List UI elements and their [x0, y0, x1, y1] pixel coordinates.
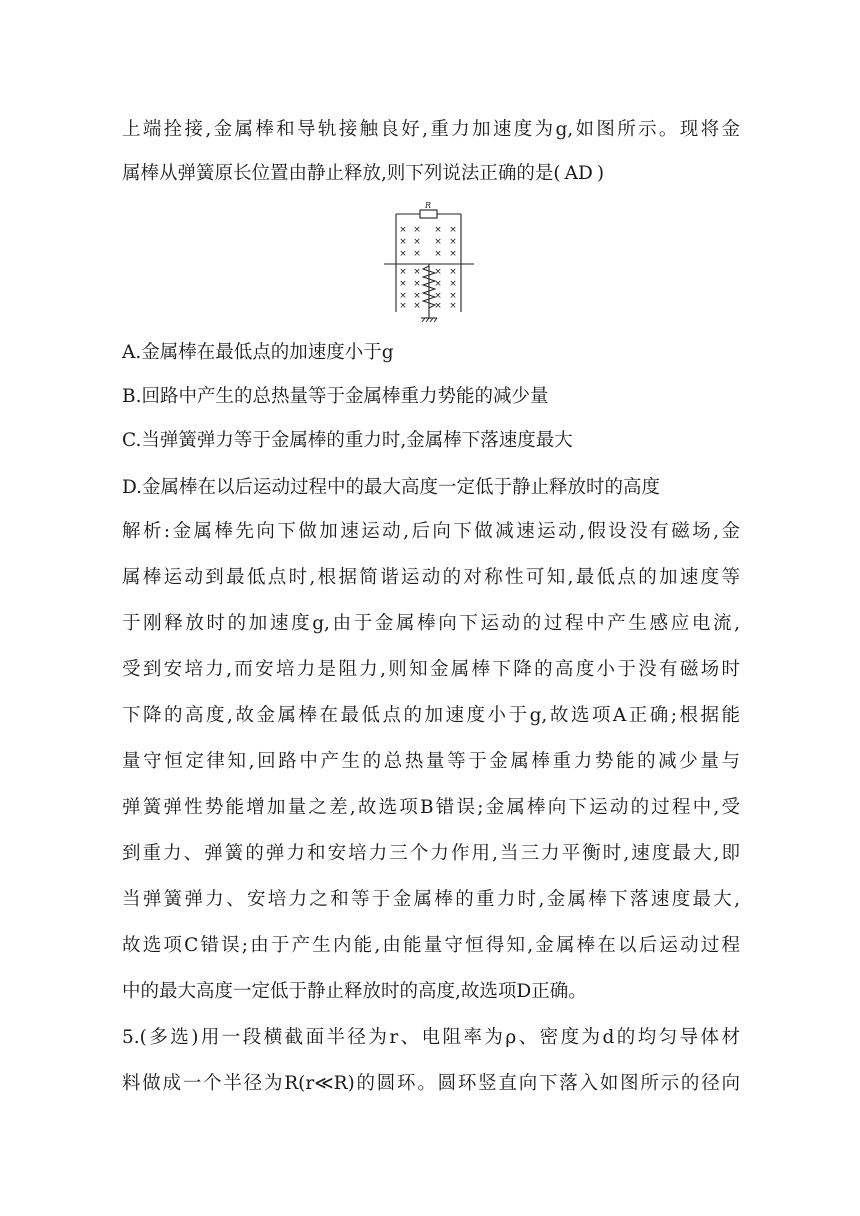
analysis-line-9: 当弹簧弹力、安培力之和等于金属棒的重力时,金属棒下落速度最大,: [122, 889, 740, 910]
field-x-mark: ×: [449, 237, 457, 247]
field-x-mark: ×: [399, 301, 407, 311]
field-x-mark: ×: [434, 249, 442, 259]
ground-hatch: [422, 318, 437, 322]
field-x-mark: ×: [434, 301, 442, 311]
resistor: [420, 210, 437, 218]
option-d: D.金属棒在以后运动过程中的最大高度一定低于静止释放时的高度: [122, 477, 661, 498]
field-x-mark: ×: [434, 237, 442, 247]
field-x-mark: ×: [449, 249, 457, 259]
analysis-line-5: 下降的高度,故金属棒在最低点的加速度小于g,故选项A正确;根据能: [122, 705, 740, 726]
analysis-line-11: 中的最大高度一定低于静止释放时的高度,故选项D正确。: [122, 981, 587, 1002]
field-x-mark: ×: [434, 291, 442, 301]
option-b: B.回路中产生的总热量等于金属棒重力势能的减少量: [122, 386, 549, 407]
analysis-line-8: 到重力、弹簧的弹力和安培力三个力作用,当三力平衡时,速度最大,即: [122, 843, 740, 864]
question-5-line-1: 5.(多选)用一段横截面半径为r、电阻率为ρ、密度为d的均匀导体材: [122, 1027, 740, 1048]
answer-close-paren: ): [596, 163, 605, 184]
field-x-mark: ×: [434, 225, 442, 235]
analysis-line-4: 受到安培力,而安培力是阻力,则知金属棒下降的高度小于没有磁场时: [122, 659, 740, 680]
field-x-mark: ×: [413, 225, 421, 235]
field-x-mark: ×: [399, 237, 407, 247]
field-x-mark: ×: [399, 279, 407, 289]
resistor-label: R: [424, 201, 432, 210]
option-a: A.金属棒在最低点的加速度小于g: [122, 342, 394, 363]
line-1: 上端拴接,金属棒和导轨接触良好,重力加速度为g,如图所示。现将金: [122, 119, 740, 140]
field-x-mark: ×: [399, 225, 407, 235]
analysis-line-6: 量守恒定律知,回路中产生的总热量等于金属棒重力势能的减少量与: [122, 751, 740, 772]
field-x-mark: ×: [434, 267, 442, 277]
field-x-mark: ×: [434, 279, 442, 289]
field-x-mark: ×: [449, 225, 457, 235]
analysis-line-3: 于刚释放时的加速度g,由于金属棒向下运动的过程中产生感应电流,: [122, 613, 740, 634]
field-x-mark: ×: [413, 279, 421, 289]
field-x-mark: ×: [449, 267, 457, 277]
field-x-mark: ×: [399, 291, 407, 301]
field-x-mark: ×: [449, 291, 457, 301]
field-x-mark: ×: [449, 279, 457, 289]
analysis-line-7: 弹簧弹性势能增加量之差,故选项B错误;金属棒向下运动的过程中,受: [122, 797, 740, 818]
line-2: [122, 161, 740, 187]
field-x-mark: ×: [413, 267, 421, 277]
analysis-line-1: 解析:金属棒先向下做加速运动,后向下做减速运动,假设没有磁场,金: [122, 521, 740, 542]
analysis-line-2: 属棒运动到最低点时,根据简谐运动的对称性可知,最低点的加速度等: [122, 567, 740, 588]
magnetic-field-marks: [399, 225, 457, 311]
option-c: C.当弹簧弹力等于金属棒的重力时,金属棒下落速度最大: [122, 430, 573, 451]
analysis-line-10: 故选项C错误;由于产生内能,由能量守恒得知,金属棒在以后运动过程: [122, 935, 740, 956]
field-x-mark: ×: [413, 291, 421, 301]
field-x-mark: ×: [413, 249, 421, 259]
field-x-mark: ×: [413, 237, 421, 247]
answer-text: AD: [564, 163, 593, 184]
field-x-mark: ×: [399, 267, 407, 277]
question-5-line-2: 料做成一个半径为R(r≪R)的圆环。圆环竖直向下落入如图所示的径向: [122, 1073, 740, 1094]
circuit-figure: [382, 200, 482, 325]
field-x-mark: ×: [413, 301, 421, 311]
field-x-mark: ×: [449, 301, 457, 311]
field-x-mark: ×: [399, 249, 407, 259]
question-stem: 属棒从弹簧原长位置由静止释放,则下列说法正确的是(: [122, 163, 561, 184]
